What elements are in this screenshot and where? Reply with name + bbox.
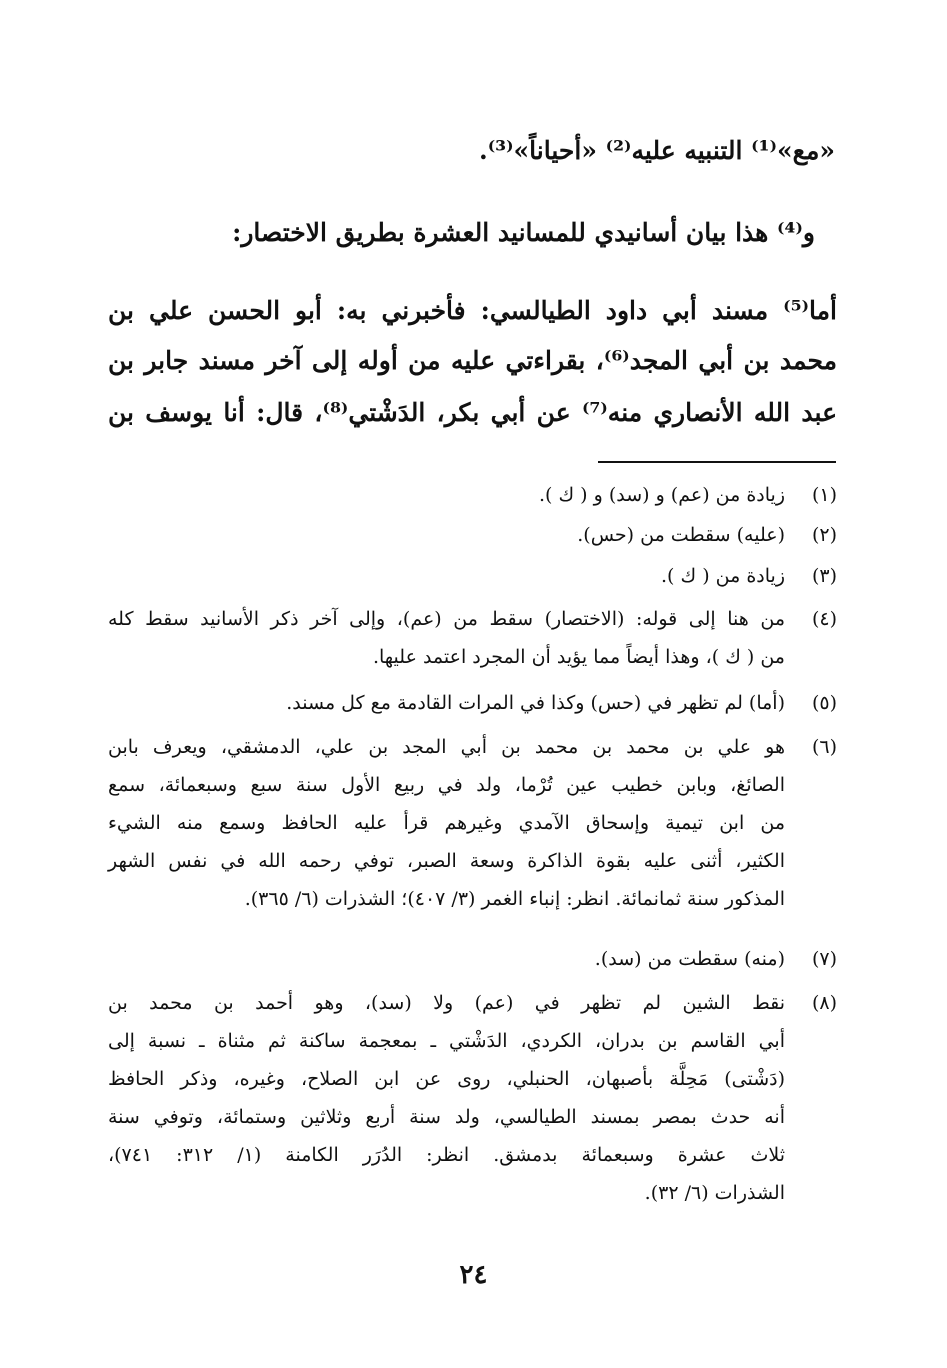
footnote-text: (منه) سقطت من (سد). [594,948,785,970]
footnote-text: من ( ك )، وهذا أيضاً مما يؤيد أن المجرد اعتمد عليها. [372,646,785,668]
footnote-separator [598,461,836,463]
main-text-line-5: عبد الله الأنصاري منه⁽⁷⁾ عن أبي بكر، الدَشْتي⁽⁸⁾، قال: أنا يوسف بن [108,398,837,427]
footnote-number: (٣) [811,565,837,587]
footnote-3 [108,557,837,595]
footnote-7 [108,940,837,978]
footnote-text: هو علي بن محمد بن محمد بن أبي المجد بن علي، الدمشقي، ويعرف بابن [108,736,785,758]
footnote-1 [108,476,837,514]
footnote-8 [108,984,837,1212]
footnote-number: (٧) [811,948,837,970]
footnote-text: (أما) لم تظهر في (حس) وكذا في المرات القادمة مع كل مسند. [286,692,785,714]
footnote-number: (٢) [811,524,837,546]
main-text-line-3 [108,296,837,346]
footnote-6 [108,728,837,918]
footnote-text: الصائغ، وبابن خطيب عين تُرْما، ولد في ربيع الأول سنة سبع وسبعمائة، سمع [108,774,785,796]
footnote-text: أبي القاسم بن بدران، الكردي، الدَشْتي ـ بمعجمة ساكنة ثم مثناة ـ نسبة إلى [108,1030,785,1052]
footnote-text: من ابن تيمية وإسحاق الآمدي وغيرهم قرأ عليه الحافظ وسمع منه الشيء [108,812,785,834]
footnote-text: زيادة من (عم) و (سد) و ( ك ). [538,484,785,506]
footnote-text: ثلاث عشرة وسبعمائة بدمشق. انظر: الدُرَر الكامنة (١/ ٣١٢: ٧٤١)، [108,1144,785,1166]
footnote-text: نقط الشين لم تظهر في (عم) ولا (سد)، وهو أحمد بن محمد بن [108,992,785,1014]
main-text-line-3-rest: فأخبرني به: أبو الحسن علي بن [108,296,481,325]
footnote-text: الكثير، أثنى عليه بقوة الذاكرة وسعة الصبر، توفي رحمه الله في نفس الشهر [108,850,785,872]
footnote-number: (٥) [811,692,837,714]
footnote-text: (عليه) سقطت من (حس). [577,524,785,546]
footnote-number: (٨) [811,992,837,1014]
footnote-text: زيادة من ( ك ). [661,565,785,587]
footnote-text: المذكور سنة ثمانمائة. انظر: إنباء الغمر (٣/ ٤٠٧)؛ الشذرات (٦/ ٣٦٥). [244,888,785,910]
main-text-line-1: «مع»⁽¹⁾ التنبيه عليه⁽²⁾ «أحياناً»⁽³⁾. [479,136,835,165]
page-number: ٢٤ [459,1260,488,1290]
footnote-number: (١) [811,484,837,506]
musnad-heading: أما⁽⁵⁾ مسند أبي داود الطيالسي: [480,296,837,325]
footnote-number: (٦) [811,736,837,758]
main-text-line-2: و⁽⁴⁾ هذا بيان أسانيدي للمسانيد العشرة بطريق الاختصار: [232,218,815,247]
footnote-4 [108,600,837,676]
footnote-number: (٤) [811,608,837,630]
footnote-5 [108,684,837,722]
main-text-line-4: محمد بن أبي المجد⁽⁶⁾، بقراءتي عليه من أوله إلى آخر مسند جابر بن [108,346,837,375]
footnote-text: من هنا إلى قوله: (الاختصار) سقط من (عم)، وإلى آخر ذكر الأسانيد سقط كله [108,608,785,630]
footnote-text: الشذرات (٦/ ٣٢). [644,1182,785,1204]
footnote-text: (دَشْتى) مَحِلَّة بأصبهان، الحنبلي، روى عن ابن الصلاح، وغيره، وذكر الحافظ [108,1068,785,1090]
footnote-text: أنه حدث بمصر بمسند الطيالسي، ولد سنة أربع وثلاثين وستمائة، وتوفي سنة [108,1106,785,1128]
footnote-2 [108,516,837,554]
